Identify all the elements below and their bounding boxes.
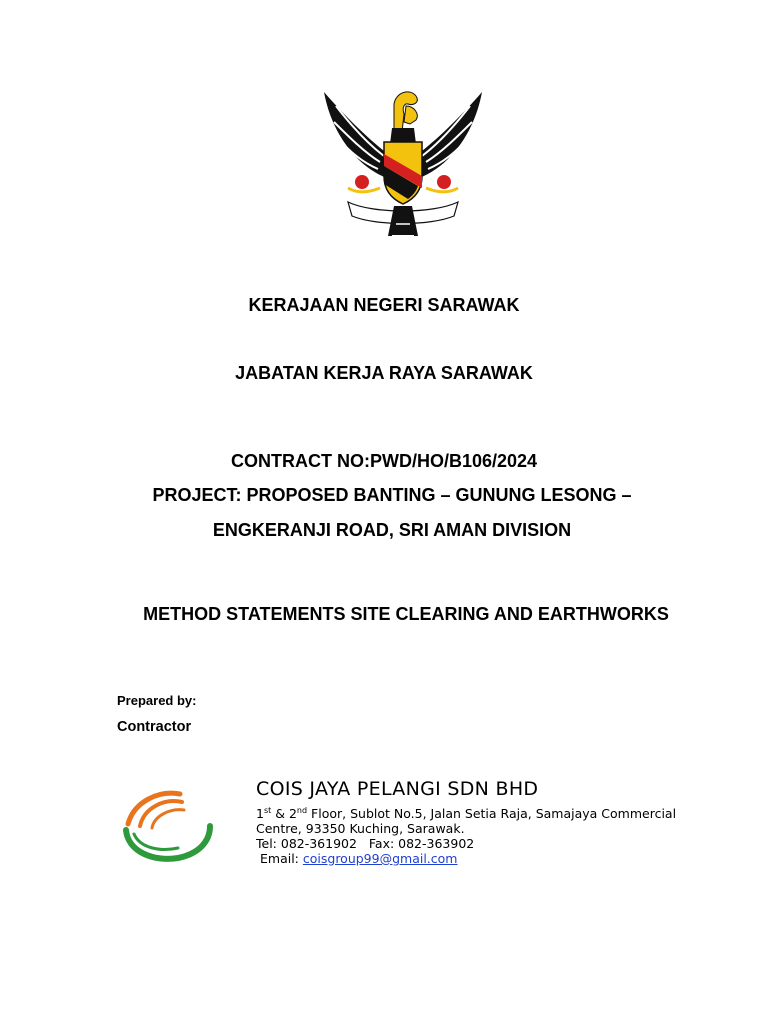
document-title: METHOD STATEMENTS SITE CLEARING AND EARTHWORKS [143,604,669,624]
email-label: Email: [260,851,303,866]
company-name: COIS JAYA PELANGI SDN BHD [256,778,539,800]
contract-number: CONTRACT NO:PWD/HO/B106/2024 [230,451,538,471]
department-heading: JABATAN KERJA RAYA SARAWAK [235,363,533,383]
prepared-by-role: Contractor [117,719,192,735]
prepared-by-label: Prepared by: [117,693,197,708]
company-swirl-logo-icon [118,782,218,872]
project-title-line2: ENGKERANJI ROAD, SRI AMAN DIVISION [212,520,572,540]
sarawak-coat-of-arms-icon [318,84,488,254]
right-flower [437,175,451,189]
left-wing [324,92,390,179]
project-title-line1: PROJECT: PROPOSED BANTING – GUNUNG LESONG – [152,485,632,505]
company-address-line2: Centre, 93350 Kuching, Sarawak. [256,821,465,836]
company-email-link[interactable]: coisgroup99@gmail.com [302,851,458,866]
right-wing [416,92,482,179]
left-flower [355,175,369,189]
company-contact-numbers: Tel: 082-361902 Fax: 082-363902 [256,836,475,851]
government-heading: KERAJAAN NEGERI SARAWAK [248,295,520,315]
company-email-line [260,851,457,866]
company-address-line1: 1st & 2nd Floor, Sublot No.5, Jalan Setia Raja, Samajaya Commercial [256,805,677,821]
